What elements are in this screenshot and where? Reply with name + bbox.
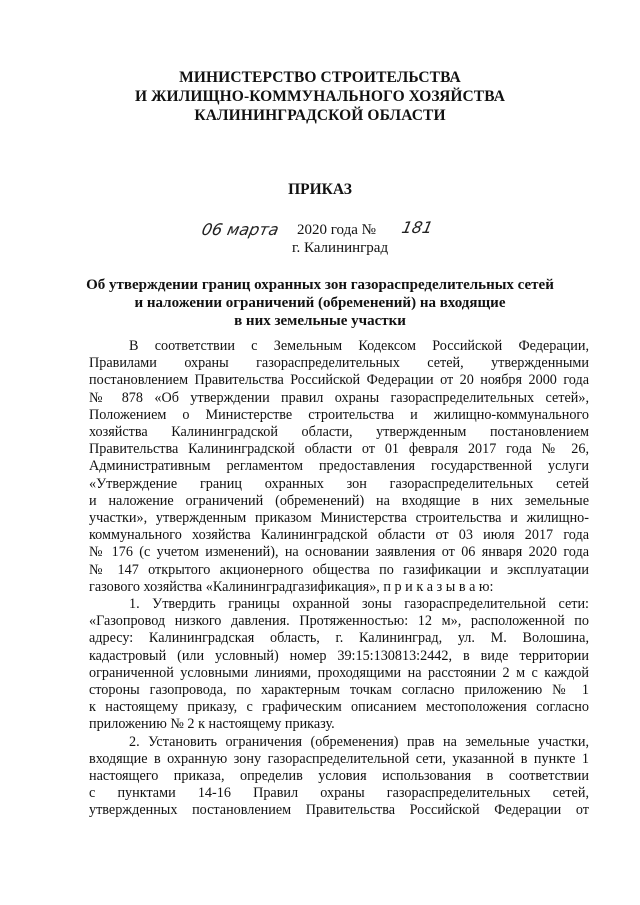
city: г. Калининград [292,240,389,256]
order-subject [0,276,640,330]
body-line: адресу: Калининградская область, г. Калининград, ул. М. Волошина, [89,630,589,647]
body-line: кадастровый (или условный) номер 39:15:130813:2442, в виде территории [89,647,589,664]
body-line: 1. Утвердить границы охранной зоны газораспределительной сети: [129,596,589,613]
body-line: В соответствии с Земельным Кодексом Российской Федерации, [129,338,589,354]
body-line: приложению № 2 к настоящему приказу. [89,716,335,733]
body-line: «Газопровод низкого давления. Протяженностью: 12 м», расположенной по [89,613,589,630]
body-line: с пунктами 14-16 Правил охраны газораспределительных сетей, [89,785,589,802]
body-line: Положением о Министерстве строительства и жилищно-коммунального [89,406,589,423]
ministry-line-2: И ЖИЛИЩНО-КОММУНАЛЬНОГО ХОЗЯЙСТВА [134,88,506,105]
body-line: входящие в охранную зону газораспределительной сети, указанной в пункте 1 [89,750,589,767]
body-line: Правительства Калининградской области от 01 февраля 2017 года № 26, [89,441,589,458]
body-line: и наложение ограничений (обременений) на входящие в них земельные [89,492,589,509]
body-line: 2. Установить ограничения (обременения) прав на земельные участки, [129,733,589,750]
body-line: газового хозяйства «Калининградгазификация», п р и к а з ы в а ю: [89,578,494,595]
body-line: № 176 (с учетом изменений), на основании заявления от 06 января 2020 года [89,544,589,561]
body-line: утвержденных постановлением Правительства Российской Федерации от [89,802,589,819]
body-line: коммунального хозяйства Калининградской области от 03 июля 2017 года [89,527,589,544]
order-title: ПРИКАЗ [288,181,352,198]
body-line: стороны газопровода, по характерным точкам согласно приложению № 1 [89,682,589,699]
body-line: настоящего приказа, определив условия использования в соответствии [89,768,589,785]
subject-line-3: в них земельные участки [234,313,406,329]
ministry-line-1: МИНИСТЕРСТВО СТРОИТЕЛЬСТВА [179,69,461,86]
body-line: участки», утвержденным приказом Министерства строительства и жилищно- [89,510,589,527]
body-line: Правилами охраны газораспределительных сетей, утвержденными [89,355,589,372]
subject-line-1: Об утверждении границ охранных зон газораспределительных сетей [86,277,554,293]
body-line: № 878 «Об утверждении правил охраны газораспределительных сетей», [89,389,589,406]
body-line: Административным регламентом предоставления государственной услуги [89,458,589,475]
order-body [89,338,589,820]
ministry-line-3: КАЛИНИНГРАДСКОЙ ОБЛАСТИ [194,107,446,124]
printed-date: 2020 года № [297,222,376,238]
body-line: к настоящему приказу, с графическим описанием местоположения согласно [89,699,589,716]
body-line: «Утверждение границ охранных зон газораспределительных сетей [89,475,589,492]
handwritten-number: 181 [399,218,435,237]
body-line: ограниченной условными линиями, проходящими на расстоянии 2 м с каждой [89,664,589,681]
body-line: постановлением Правительства Российской Федерации от 20 ноября 2000 года [89,372,589,389]
body-line: № 147 открытого акционерного общества по газификации и эксплуатации [89,561,589,578]
handwritten-date: 06 марта [199,220,281,239]
subject-line-2: и наложении ограничений (обременений) на входящие [134,295,506,311]
body-line: хозяйства Калининградской области, утвержденным постановлением [89,424,589,441]
ministry-name [0,68,640,125]
